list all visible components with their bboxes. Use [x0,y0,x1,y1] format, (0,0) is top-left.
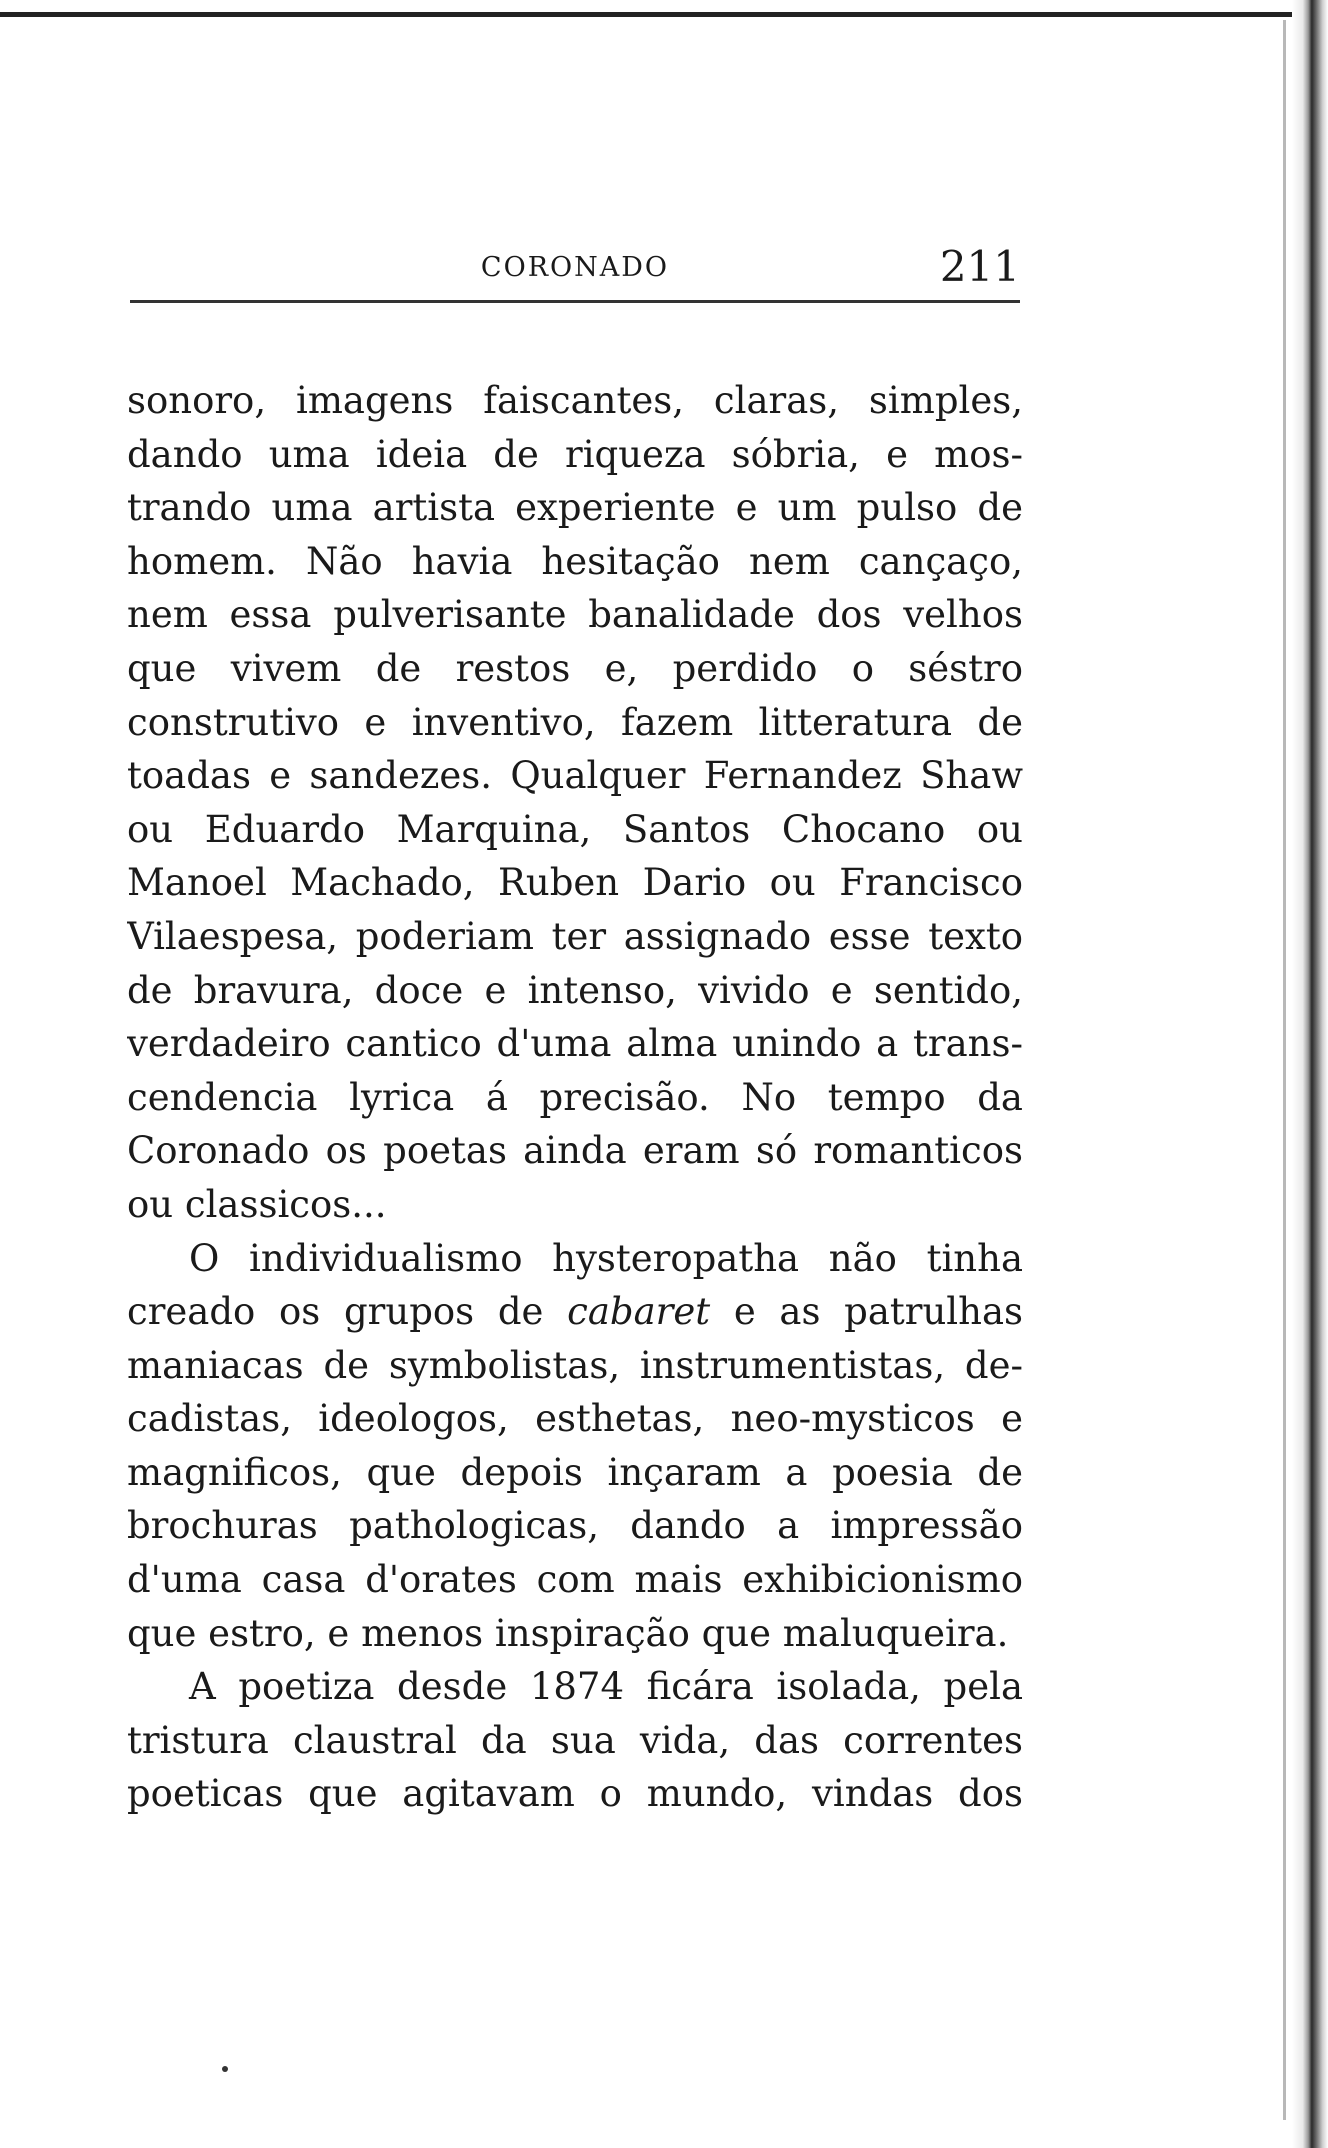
text-line: d'uma casa d'orates com mais exhibicionismo [127,1558,1023,1602]
paragraph-first-line [127,1660,1023,1714]
text-line-with-italic [127,1285,1023,1339]
text-line: de bravura, doce e intenso, vivido e sentido, [127,968,1023,1012]
text-line: maniacas de symbolistas, instrumentistas, de- [127,1343,1023,1387]
text-line: ou classicos... [127,1182,387,1226]
text-line: que vivem de restos e, perdido o séstro [127,646,1023,690]
text-line: tristura claustral da sua vida, das correntes [127,1718,1023,1762]
text-line: nem essa pulverisante banalidade dos velhos [127,593,1023,637]
text-line: Manoel Machado, Ruben Dario ou Francisco [127,861,1023,905]
text-line: brochuras pathologicas, dando a impressão [127,1504,1023,1548]
text-line: cendencia lyrica á precisão. No tempo da [127,1075,1023,1119]
body-text [127,374,1023,1821]
text-line: Coronado os poetas ainda eram só romanticos [127,1129,1023,1173]
italic-term: cabaret [567,1290,711,1334]
ink-speck [222,2066,228,2072]
text-fragment: creado os grupos de [127,1290,544,1334]
page-number: 211 [939,242,1020,291]
text-fragment: e as patrulhas [733,1290,1023,1334]
text-line: que estro, e menos inspiração que maluqueira. [127,1611,1009,1655]
running-head [130,242,1020,298]
running-title: CORONADO [480,252,670,283]
text-line-content: A poetiza desde 1874 ficára isolada, pela [189,1665,1023,1709]
text-line: magnificos, que depois inçaram a poesia de [127,1450,1023,1494]
gutter-shadow-line [1283,20,1286,2120]
text-line: sonoro, imagens faiscantes, claras, simples, [127,379,1023,422]
text-line: cadistas, ideologos, esthetas, neo-mysticos e [127,1397,1023,1441]
top-edge-rule [0,12,1310,17]
text-line: ou Eduardo Marquina, Santos Chocano ou [127,807,1023,851]
text-line: toadas e sandezes. Qualquer Fernandez Shaw [127,754,1023,798]
text-line: trando uma artista experiente e um pulso de [127,486,1023,530]
text-line: Vilaespesa, poderiam ter assignado esse texto [127,914,1023,958]
text-line: dando uma ideia de riqueza sóbria, e mos- [127,432,1023,476]
text-line: verdadeiro cantico d'uma alma unindo a trans- [127,1022,1023,1066]
text-line-content: O individualismo hysteropatha não tinha [189,1236,1023,1280]
text-line: poeticas que agitavam o mundo, vindas dos [127,1772,1023,1816]
book-gutter-edge [1292,0,1328,2148]
header-rule [130,300,1020,303]
text-line: construtivo e inventivo, fazem litteratura de [127,700,1023,744]
text-line: homem. Não havia hesitação nem cançaço, [127,539,1023,583]
paragraph-first-line [127,1232,1023,1286]
